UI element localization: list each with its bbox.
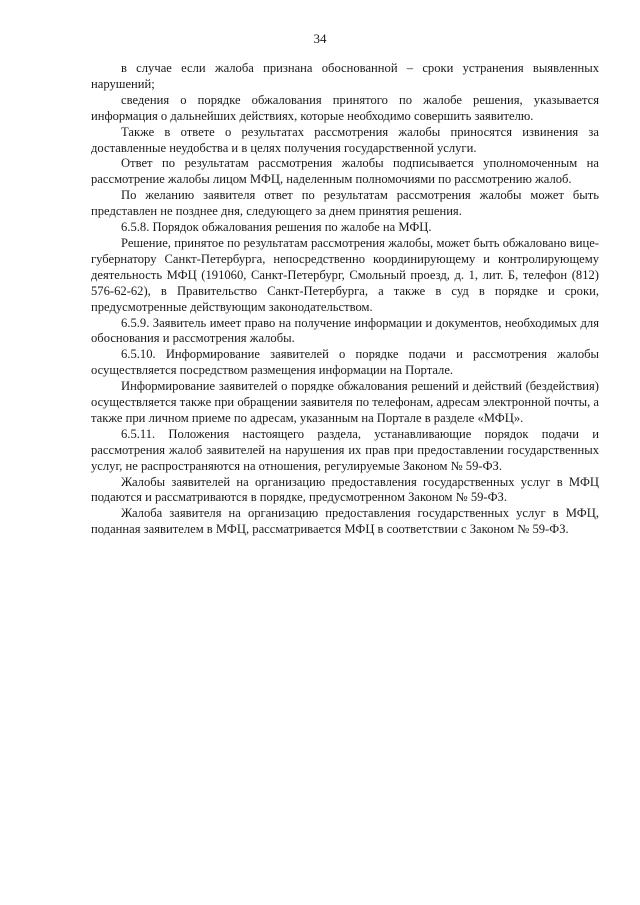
page-number: 34: [313, 31, 327, 46]
paragraph-6-5-8-heading: 6.5.8. Порядок обжалования решения по жалобе на МФЦ.: [121, 220, 432, 235]
paragraph-59fz-complaints: Жалобы заявителей на организацию предоставления государственных услуг в МФЦ подаются и рассматриваются в порядке, предусмотренном Законом № 59-ФЗ.: [91, 474, 599, 505]
paragraph-response-signature: Ответ по результатам рассмотрения жалобы подписывается уполномоченным на рассмотрение жалобы лицом МФЦ, наделенным полномочиями по рассмотрению жалоб.: [91, 156, 599, 187]
paragraph-apology: Также в ответе о результатах рассмотрения жалобы приносятся извинения за доставленные неудобства и в целях получения государственной услуги.: [91, 124, 599, 155]
paragraph-6-5-11: 6.5.11. Положения настоящего раздела, устанавливающие порядок подачи и рассмотрения жалоб заявителей на нарушения их прав при предоставлении государственных услуг, не распространяются на отношения, регулируемые Законом № 59-ФЗ.: [91, 426, 599, 473]
document-body: [91, 61, 599, 538]
paragraph-informing-channels: Информирование заявителей о порядке обжалования решений и действий (бездействия) осуществляется также при обращении заявителя по телефонам, адресам электронной почты, а также при личном приеме по адресам, указанным на Портале в разделе «МФЦ».: [91, 379, 599, 425]
paragraph-appeal-info: сведения о порядке обжалования принятого по жалобе решения, указывается информация о дальнейших действиях, которые необходимо совершить заявителю.: [91, 92, 599, 123]
paragraph-complaint-justified: в случае если жалоба признана обоснованной – сроки устранения выявленных нарушений;: [91, 61, 599, 91]
paragraph-6-5-10: 6.5.10. Информирование заявителей о порядке подачи и рассмотрения жалобы осуществляется посредством размещения информации на Портале.: [91, 347, 599, 378]
paragraph-6-5-9: 6.5.9. Заявитель имеет право на получение информации и документов, необходимых для обоснования и рассмотрения жалобы.: [91, 315, 599, 346]
paragraph-response-timing: По желанию заявителя ответ по результатам рассмотрения жалобы может быть представлен не позднее дня, следующего за днем принятия решения.: [91, 188, 599, 219]
paragraph-appeal-authorities: Решение, принятое по результатам рассмотрения жалобы, может быть обжаловано вице-губернатору Санкт-Петербурга, непосредственно координирующему и контролирующему деятельность МФЦ (191060, Санкт-Петербург, Смольный проезд, д. 1, лит. Б, телефон (812) 576-62-62), в Правительство Санкт-Петербурга, а также в суд в порядке и сроки, предусмотренные действующим законодательством.: [91, 235, 599, 314]
paragraph-59fz-review: Жалоба заявителя на организацию предоставления государственных услуг в МФЦ, поданная заявителем в МФЦ, рассматривается МФЦ в соответствии с Законом № 59-ФЗ.: [91, 506, 599, 537]
